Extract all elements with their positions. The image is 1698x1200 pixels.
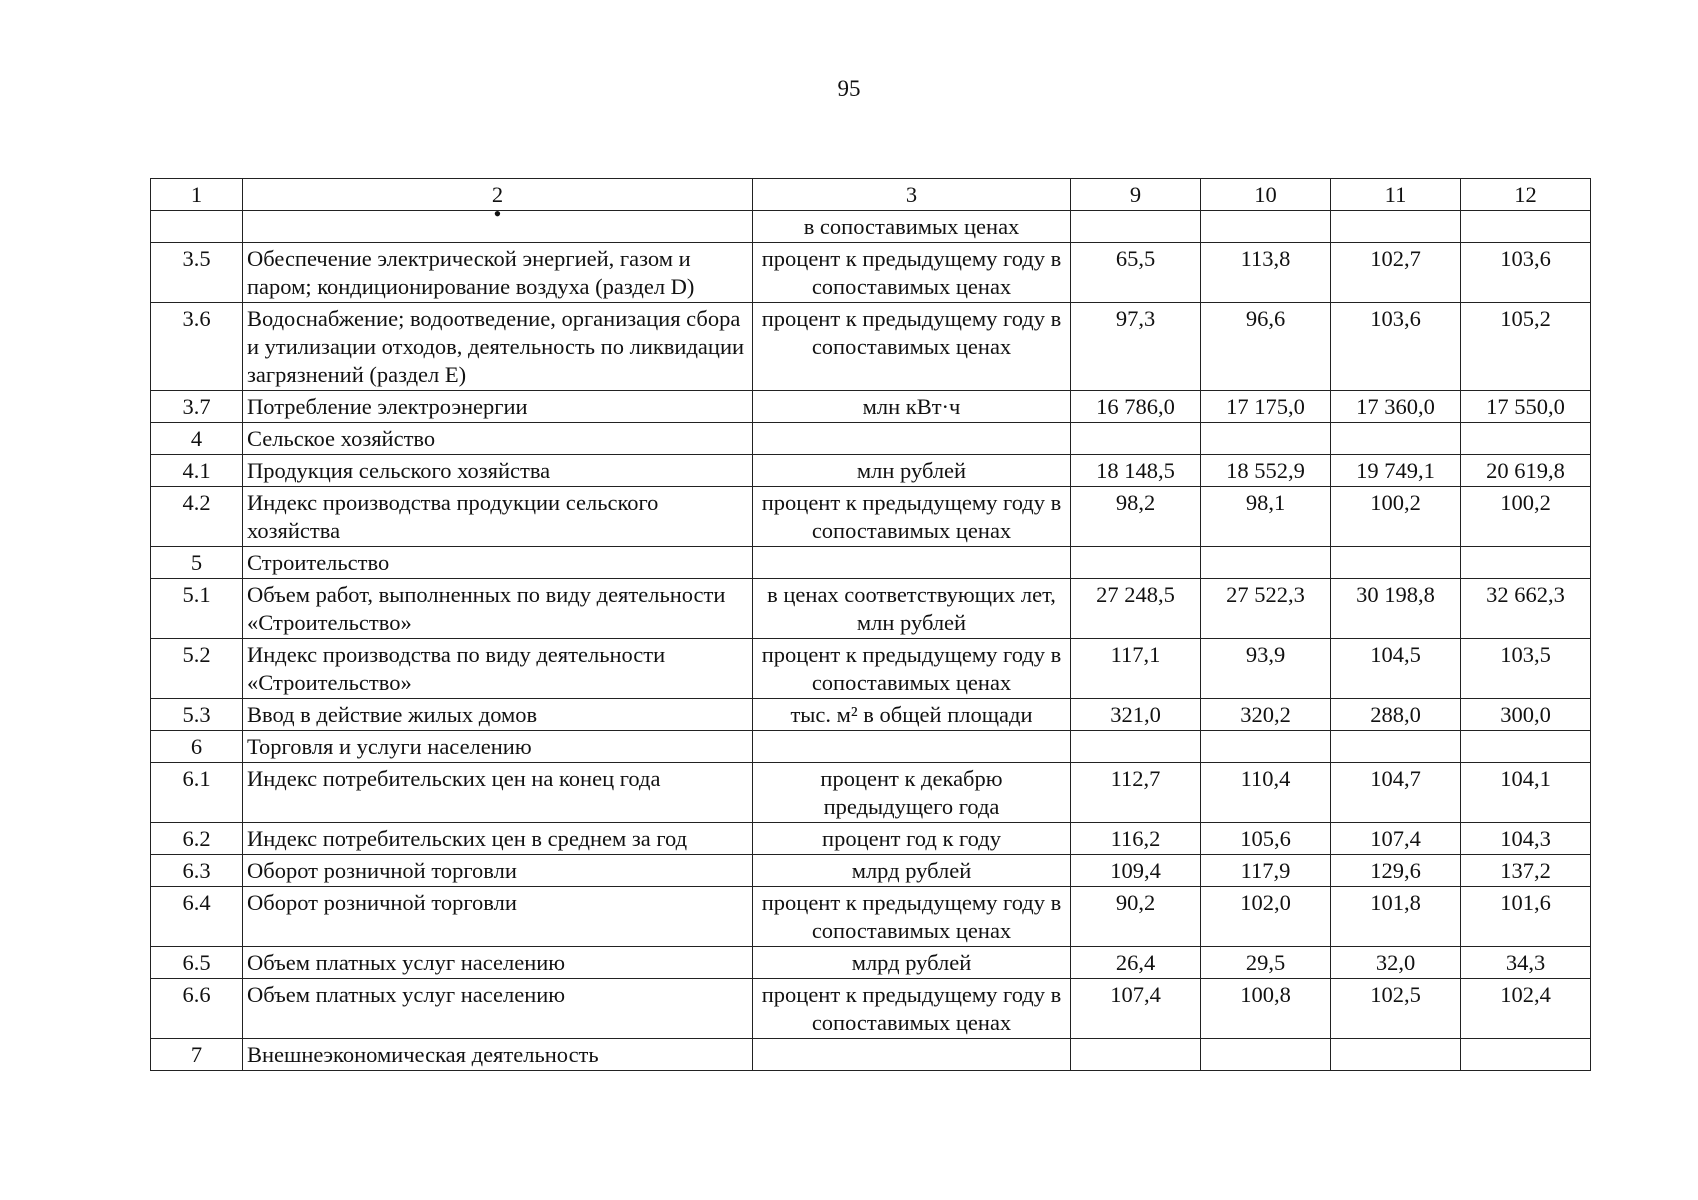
row-number: 3.5 [151,243,243,303]
table-row [151,487,1591,547]
value-col-11: 101,8 [1331,887,1461,947]
value-col-12 [1461,423,1591,455]
indicator-name: Обеспечение электрической энергией, газом и паром; кондиционирование воздуха (раздел D) [243,243,753,303]
column-header: 9 [1071,179,1201,211]
table-header-row [151,179,1591,211]
table-row [151,699,1591,731]
value-col-11: 17 360,0 [1331,391,1461,423]
row-number: 5.3 [151,699,243,731]
row-number: 3.6 [151,303,243,391]
row-number [151,211,243,243]
indicator-name: Объем работ, выполненных по виду деятельности «Строительство» [243,579,753,639]
row-number: 6.3 [151,855,243,887]
table-row [151,579,1591,639]
value-col-12: 104,1 [1461,763,1591,823]
value-col-10: 27 522,3 [1201,579,1331,639]
value-col-12: 34,3 [1461,947,1591,979]
value-col-12 [1461,1039,1591,1071]
value-col-9: 117,1 [1071,639,1201,699]
value-col-10: 93,9 [1201,639,1331,699]
table-row [151,731,1591,763]
unit-of-measure [753,547,1071,579]
value-col-10 [1201,423,1331,455]
value-col-11: 104,7 [1331,763,1461,823]
value-col-12: 100,2 [1461,487,1591,547]
value-col-12: 20 619,8 [1461,455,1591,487]
value-col-9: 321,0 [1071,699,1201,731]
value-col-10: 17 175,0 [1201,391,1331,423]
unit-of-measure: процент к предыдущему году в сопоставимых ценах [753,979,1071,1039]
table-row [151,823,1591,855]
value-col-12 [1461,731,1591,763]
indicator-name: Ввод в действие жилых домов [243,699,753,731]
indicator-name: Объем платных услуг населению [243,947,753,979]
value-col-10: 110,4 [1201,763,1331,823]
unit-of-measure: млн кВт·ч [753,391,1071,423]
row-number: 5.1 [151,579,243,639]
table-row [151,979,1591,1039]
indicators-table [150,178,1591,1071]
table-row [151,855,1591,887]
value-col-10: 105,6 [1201,823,1331,855]
column-header: 1 [151,179,243,211]
value-col-9: 112,7 [1071,763,1201,823]
value-col-9 [1071,211,1201,243]
value-col-11: 30 198,8 [1331,579,1461,639]
value-col-10: 100,8 [1201,979,1331,1039]
unit-of-measure: млрд рублей [753,855,1071,887]
value-col-12: 17 550,0 [1461,391,1591,423]
unit-of-measure [753,423,1071,455]
value-col-11: 102,5 [1331,979,1461,1039]
table-row [151,1039,1591,1071]
value-col-9 [1071,1039,1201,1071]
value-col-11: 100,2 [1331,487,1461,547]
unit-of-measure: процент год к году [753,823,1071,855]
value-col-11: 104,5 [1331,639,1461,699]
value-col-11 [1331,547,1461,579]
value-col-12 [1461,211,1591,243]
value-col-12 [1461,547,1591,579]
table-row [151,391,1591,423]
value-col-11: 129,6 [1331,855,1461,887]
table-row [151,947,1591,979]
value-col-9: 109,4 [1071,855,1201,887]
row-number: 6.4 [151,887,243,947]
unit-of-measure [753,731,1071,763]
value-col-12: 101,6 [1461,887,1591,947]
value-col-11: 107,4 [1331,823,1461,855]
indicator-name: Продукция сельского хозяйства [243,455,753,487]
indicator-name: Индекс производства продукции сельского хозяйства [243,487,753,547]
table-row [151,547,1591,579]
table-row [151,455,1591,487]
value-col-9: 18 148,5 [1071,455,1201,487]
value-col-10: 18 552,9 [1201,455,1331,487]
value-col-11: 103,6 [1331,303,1461,391]
table-row [151,211,1591,243]
indicator-name: Потребление электроэнергии [243,391,753,423]
value-col-9: 26,4 [1071,947,1201,979]
value-col-10: 98,1 [1201,487,1331,547]
row-number: 7 [151,1039,243,1071]
indicator-name: Внешнеэкономическая деятельность [243,1039,753,1071]
value-col-9 [1071,547,1201,579]
value-col-10: 117,9 [1201,855,1331,887]
indicator-name: Оборот розничной торговли [243,887,753,947]
unit-of-measure [753,1039,1071,1071]
indicator-name: Строительство [243,547,753,579]
unit-of-measure: тыс. м² в общей площади [753,699,1071,731]
value-col-9: 116,2 [1071,823,1201,855]
unit-of-measure: процент к декабрю предыдущего года [753,763,1071,823]
row-number: 5 [151,547,243,579]
row-number: 6.6 [151,979,243,1039]
value-col-10 [1201,731,1331,763]
unit-of-measure: процент к предыдущему году в сопоставимых ценах [753,487,1071,547]
indicator-name: Торговля и услуги населению [243,731,753,763]
value-col-11 [1331,211,1461,243]
column-header: 11 [1331,179,1461,211]
value-col-9 [1071,731,1201,763]
indicator-name: Сельское хозяйство [243,423,753,455]
row-number: 5.2 [151,639,243,699]
value-col-10 [1201,547,1331,579]
value-col-10: 320,2 [1201,699,1331,731]
row-number: 4 [151,423,243,455]
indicator-name: Индекс потребительских цен на конец года [243,763,753,823]
indicator-name: Оборот розничной торговли [243,855,753,887]
unit-of-measure: процент к предыдущему году в сопоставимых ценах [753,303,1071,391]
table-row [151,423,1591,455]
value-col-9: 107,4 [1071,979,1201,1039]
value-col-9: 16 786,0 [1071,391,1201,423]
unit-of-measure: млн рублей [753,455,1071,487]
value-col-12: 103,6 [1461,243,1591,303]
indicator-name: Объем платных услуг населению [243,979,753,1039]
unit-of-measure: в сопоставимых ценах [753,211,1071,243]
row-number: 6.2 [151,823,243,855]
table-body [151,179,1591,1071]
unit-of-measure: в ценах соответствующих лет, млн рублей [753,579,1071,639]
column-header: 10 [1201,179,1331,211]
value-col-9: 27 248,5 [1071,579,1201,639]
value-col-11: 102,7 [1331,243,1461,303]
value-col-12: 300,0 [1461,699,1591,731]
row-number: 3.7 [151,391,243,423]
column-header: 12 [1461,179,1591,211]
row-number: 4.2 [151,487,243,547]
table-row [151,243,1591,303]
value-col-11: 19 749,1 [1331,455,1461,487]
row-number: 6.5 [151,947,243,979]
row-number: 6.1 [151,763,243,823]
value-col-12: 105,2 [1461,303,1591,391]
value-col-12: 102,4 [1461,979,1591,1039]
indicator-name: Водоснабжение; водоотведение, организация сбора и утилизации отходов, деятельность по ликвидации загрязнений (раздел E) [243,303,753,391]
value-col-11 [1331,1039,1461,1071]
value-col-12: 103,5 [1461,639,1591,699]
value-col-12: 104,3 [1461,823,1591,855]
value-col-9: 90,2 [1071,887,1201,947]
value-col-11: 288,0 [1331,699,1461,731]
value-col-10: 102,0 [1201,887,1331,947]
unit-of-measure: процент к предыдущему году в сопоставимых ценах [753,887,1071,947]
value-col-10: 96,6 [1201,303,1331,391]
value-col-12: 32 662,3 [1461,579,1591,639]
row-number: 6 [151,731,243,763]
value-col-9: 65,5 [1071,243,1201,303]
indicator-name: Индекс производства по виду деятельности «Строительство» [243,639,753,699]
value-col-9 [1071,423,1201,455]
value-col-10 [1201,211,1331,243]
value-col-11 [1331,731,1461,763]
indicator-name: Индекс потребительских цен в среднем за год [243,823,753,855]
table-row [151,763,1591,823]
table-row [151,303,1591,391]
column-header: 2 [243,179,753,211]
column-header: 3 [753,179,1071,211]
value-col-10: 29,5 [1201,947,1331,979]
value-col-9: 98,2 [1071,487,1201,547]
value-col-10 [1201,1039,1331,1071]
unit-of-measure: процент к предыдущему году в сопоставимых ценах [753,243,1071,303]
value-col-11: 32,0 [1331,947,1461,979]
unit-of-measure: млрд рублей [753,947,1071,979]
value-col-9: 97,3 [1071,303,1201,391]
unit-of-measure: процент к предыдущему году в сопоставимых ценах [753,639,1071,699]
table-row [151,887,1591,947]
value-col-10: 113,8 [1201,243,1331,303]
indicator-name: • [243,211,753,243]
page-number: 95 [837,76,861,101]
table-row [151,639,1591,699]
row-number: 4.1 [151,455,243,487]
value-col-11 [1331,423,1461,455]
value-col-12: 137,2 [1461,855,1591,887]
